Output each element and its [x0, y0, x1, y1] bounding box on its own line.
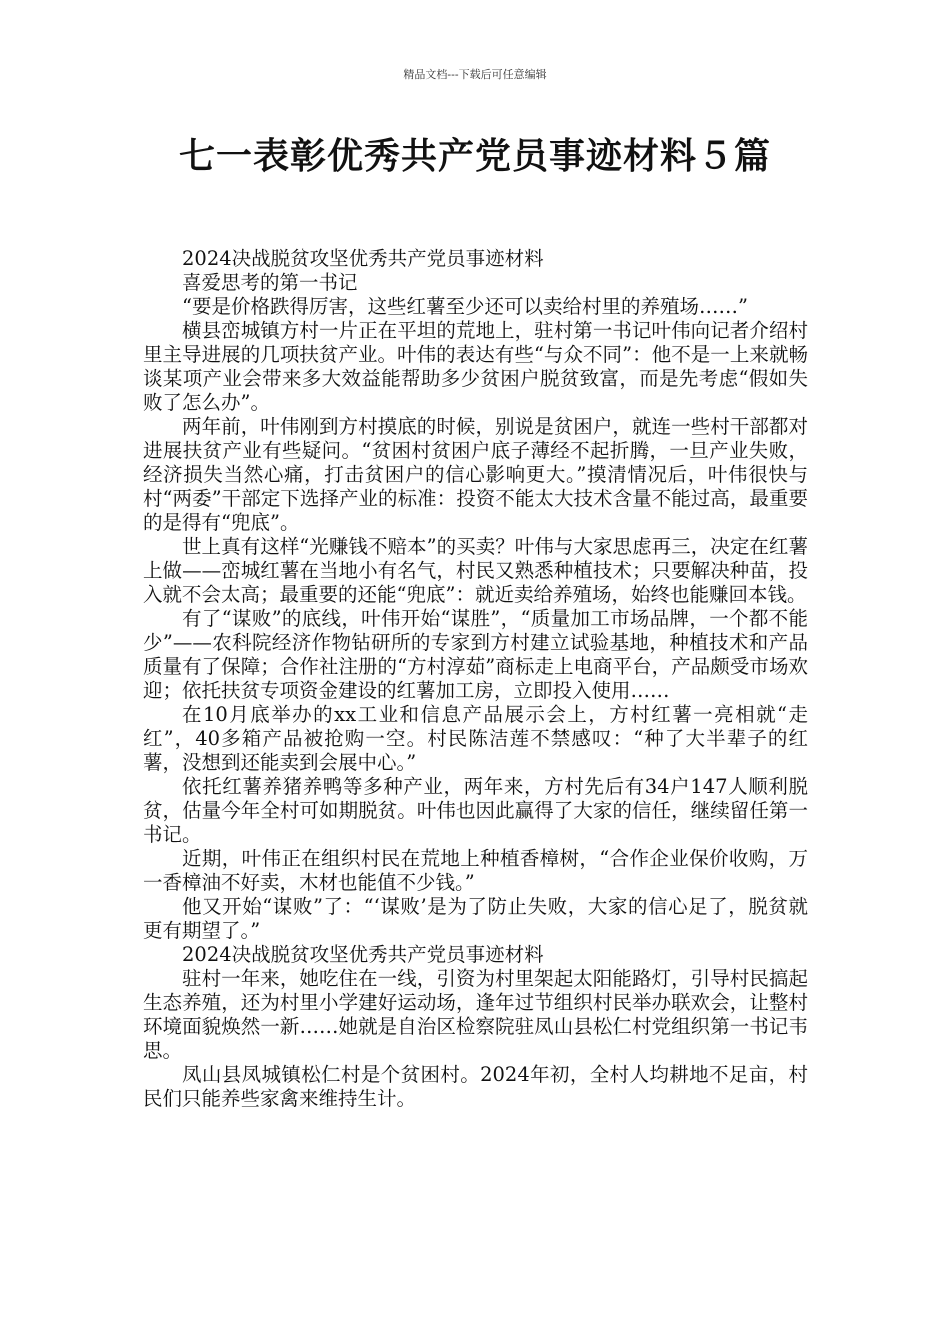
paragraph: 世上真有这样“光赚钱不赔本”的买卖？叶伟与大家思虑再三，决定在红薯上做——峦城红薯在当地小有名气，村民又熟悉种植技术；只要解决种苗，投入就不会太高；最重要的还能“兜底”：就近卖给养殖场，始终也能赚回本钱。	[143, 535, 808, 606]
paragraph: 近期，叶伟正在组织村民在荒地上种植香樟树，“合作企业保价收购，万一香樟油不好卖，木材也能值不少钱。”	[143, 847, 808, 894]
document-body	[143, 247, 808, 1111]
paragraph: 两年前，叶伟刚到方村摸底的时候，别说是贫困户，就连一些村干部都对进展扶贫产业有些疑问。“贫困村贫困户底子薄经不起折腾，一旦产业失败，经济损失当然心痛，打击贫困户的信心影响更大。”摸清情况后，叶伟很快与村“两委”干部定下选择产业的标准：投资不能太大技术含量不能过高，最重要的是得有“兜底”。	[143, 415, 808, 534]
paragraph: 凤山县凤城镇松仁村是个贫困村。2024年初，全村人均耕地不足亩，村民们只能养些家禽来维持生计。	[143, 1063, 808, 1110]
section-heading: 2024决战脱贫攻坚优秀共产党员事迹材料	[182, 943, 544, 966]
paragraph: “要是价格跌得厉害，这些红薯至少还可以卖给村里的养殖场……”	[182, 295, 748, 318]
paragraph: 他又开始“谋败”了：“‘谋败’是为了防止失败，大家的信心足了，脱贫就更有期望了。”	[143, 895, 808, 942]
paragraph: 有了“谋败”的底线，叶伟开始“谋胜”，“质量加工市场品牌，一个都不能少”——农科院经济作物钻研所的专家到方村建立试验基地，种植技术和产品质量有了保障；合作社注册的“方村淳茹”商标走上电商平台，产品颇受市场欢迎；依托扶贫专项资金建设的红薯加工房，立即投入使用……	[143, 607, 808, 702]
paragraph: 在10月底举办的xx工业和信息产品展示会上，方村红薯一亮相就“走红”，40多箱产品被抢购一空。村民陈洁莲不禁感叹：“种了大半辈子的红薯，没想到还能卖到会展中心。”	[143, 703, 808, 774]
paragraph: 依托红薯养猪养鸭等多种产业，两年来，方村先后有34户147人顺利脱贫，估量今年全村可如期脱贫。叶伟也因此赢得了大家的信任，继续留任第一书记。	[143, 775, 808, 846]
paragraph: 驻村一年来，她吃住在一线，引资为村里架起太阳能路灯，引导村民搞起生态养殖，还为村里小学建好运动场，逢年过节组织村民举办联欢会，让整村环境面貌焕然一新……她就是自治区检察院驻凤山县松仁村党组织第一书记韦思。	[143, 967, 808, 1062]
header-note: 精品文档---下载后可任意编辑	[403, 68, 547, 81]
subtitle: 喜爱思考的第一书记	[182, 271, 358, 294]
paragraph: 横县峦城镇方村一片正在平坦的荒地上，驻村第一书记叶伟向记者介绍村里主导进展的几项扶贫产业。叶伟的表达有些“与众不同”：他不是一上来就畅谈某项产业会带来多大效益能帮助多少贫困户脱贫致富，而是先考虑“假如失败了怎么办”。	[143, 319, 808, 414]
document-title: 七一表彰优秀共产党员事迹材料５篇	[178, 136, 771, 177]
section-heading: 2024决战脱贫攻坚优秀共产党员事迹材料	[182, 247, 544, 270]
